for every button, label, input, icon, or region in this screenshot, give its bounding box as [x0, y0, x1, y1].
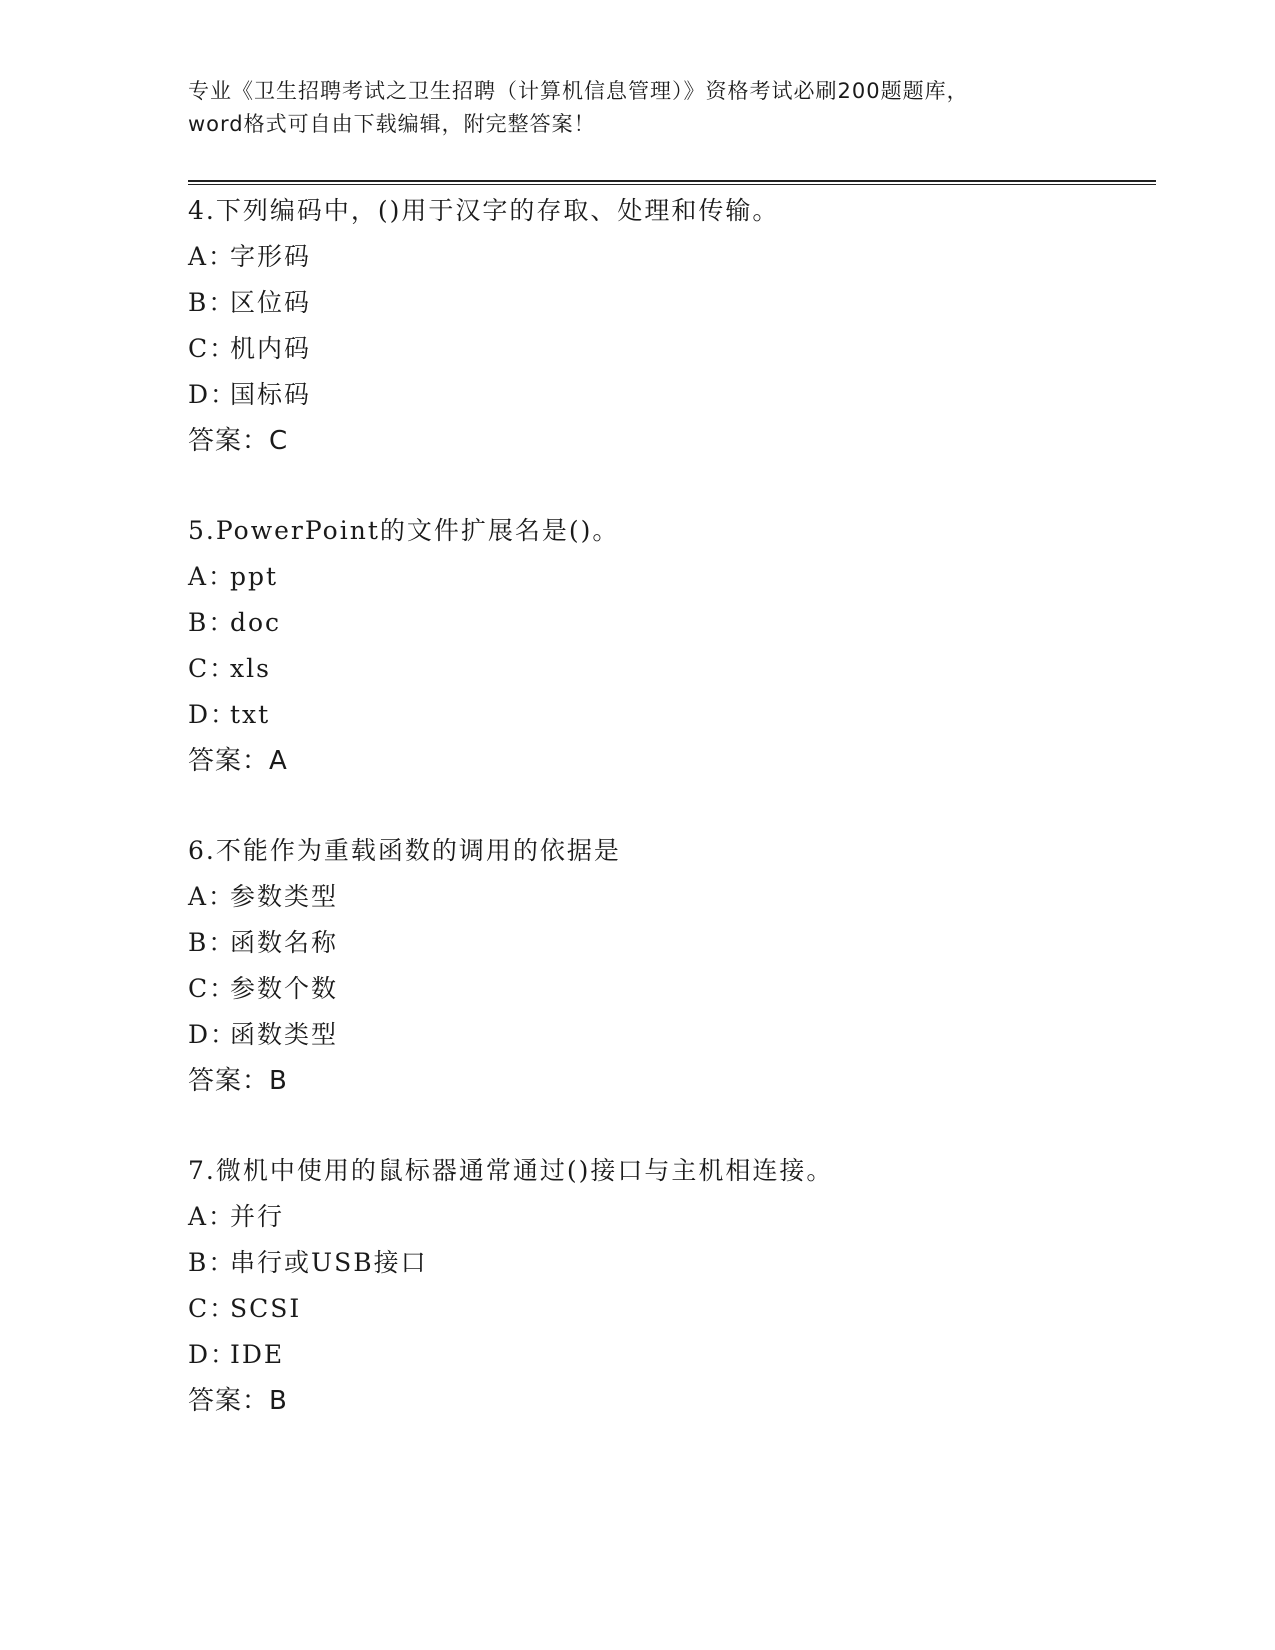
option-letter: B： [188, 288, 236, 317]
option-text: 函数名称 [230, 928, 339, 957]
question-stem: 5.PowerPoint的文件扩展名是()。 [188, 516, 620, 545]
option-letter: A： [188, 562, 236, 591]
option-b [188, 600, 1088, 646]
option-c [188, 326, 1088, 372]
option-b [188, 920, 1088, 966]
option-text: 参数类型 [230, 882, 339, 911]
option-c [188, 646, 1088, 692]
option-text: ppt [230, 562, 279, 591]
header-divider [188, 180, 1156, 185]
answer-label: 答案：A [188, 746, 288, 776]
question-block [188, 1148, 1088, 1424]
option-text: txt [230, 700, 271, 729]
question-block [188, 828, 1088, 1104]
option-text: 区位码 [230, 288, 312, 317]
option-letter: C： [188, 974, 237, 1003]
option-a [188, 874, 1088, 920]
document-header [188, 75, 1088, 141]
option-b [188, 1240, 1088, 1286]
option-text: 国标码 [230, 380, 312, 409]
option-letter: C： [188, 1294, 237, 1323]
header-line-1: 专业《卫生招聘考试之卫生招聘（计算机信息管理）》资格考试必刷200题题库， [188, 79, 969, 103]
option-text: xls [230, 654, 271, 683]
option-c [188, 966, 1088, 1012]
option-c [188, 1286, 1088, 1332]
option-text: 字形码 [230, 242, 312, 271]
option-text: 机内码 [230, 334, 312, 363]
option-letter: A： [188, 1202, 236, 1231]
option-letter: C： [188, 334, 237, 363]
option-letter: D： [188, 700, 238, 729]
option-letter: D： [188, 380, 238, 409]
option-d [188, 372, 1088, 418]
answer-label: 答案：B [188, 1386, 288, 1416]
option-b [188, 280, 1088, 326]
option-d [188, 1332, 1088, 1378]
option-letter: A： [188, 882, 236, 911]
option-a [188, 234, 1088, 280]
option-text: 串行或USB接口 [230, 1248, 428, 1277]
option-text: 并行 [230, 1202, 285, 1231]
option-letter: B： [188, 1248, 236, 1277]
option-d [188, 692, 1088, 738]
option-d [188, 1012, 1088, 1058]
question-stem: 7.微机中使用的鼠标器通常通过()接口与主机相连接。 [188, 1156, 834, 1185]
option-a [188, 554, 1088, 600]
option-a [188, 1194, 1088, 1240]
question-block [188, 508, 1088, 784]
option-letter: A： [188, 242, 236, 271]
option-text: 参数个数 [230, 974, 339, 1003]
option-text: doc [230, 608, 282, 637]
header-line-2: word格式可自由下载编辑，附完整答案！ [188, 112, 596, 136]
option-letter: D： [188, 1340, 238, 1369]
option-text: 函数类型 [230, 1020, 339, 1049]
option-text: SCSI [230, 1294, 302, 1323]
option-text: IDE [230, 1340, 285, 1369]
question-stem: 4.下列编码中，()用于汉字的存取、处理和传输。 [188, 196, 780, 225]
option-letter: B： [188, 928, 236, 957]
answer-label: 答案：C [188, 426, 289, 456]
question-stem: 6.不能作为重载函数的调用的依据是 [188, 836, 621, 865]
option-letter: B： [188, 608, 236, 637]
option-letter: D： [188, 1020, 238, 1049]
option-letter: C： [188, 654, 237, 683]
answer-label: 答案：B [188, 1066, 288, 1096]
question-block [188, 188, 1088, 464]
